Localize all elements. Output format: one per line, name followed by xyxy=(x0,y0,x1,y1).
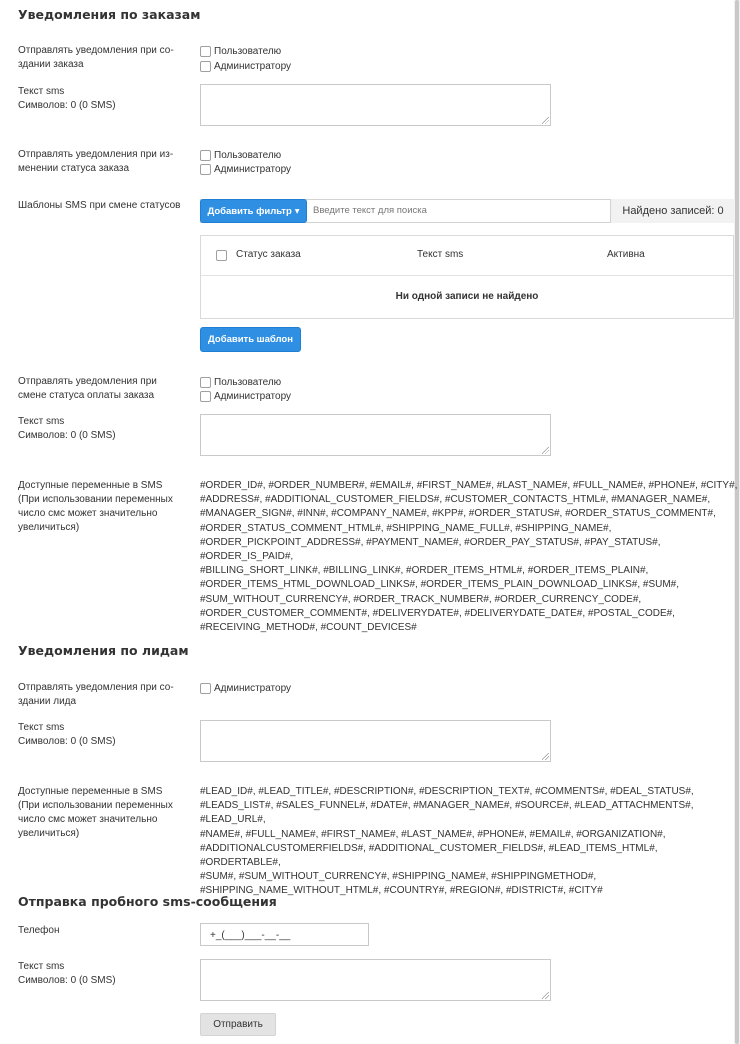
payment-status-label: Отправлять уведомления при смене статуса оплаты заказа xyxy=(18,376,157,401)
checkbox[interactable] xyxy=(200,46,211,57)
checkbox[interactable] xyxy=(200,150,211,161)
filter-bar xyxy=(200,199,734,223)
table-header xyxy=(201,236,733,276)
add-filter-button[interactable]: Добавить фильтр ▾ xyxy=(200,199,307,223)
order-create-user-option[interactable]: Пользователю xyxy=(200,44,281,58)
phone-input[interactable]: +_(___)___-__-__ xyxy=(200,923,369,946)
char-counter: Символов: 0 (0 SMS) xyxy=(18,430,116,441)
order-vars-list: #ORDER_ID#, #ORDER_NUMBER#, #EMAIL#, #FIRST_NAME#, #LAST_NAME#, #FULL_NAME#, #PHONE#, #CITY#, #ADDRESS#, #ADDITIONAL_CUSTOMER_FIELDS#, #CUSTOMER_CONTACTS_HTML#, #MANAGER_NAME#, #MANAGER_SIGN#, #INN#, #COMPANY_NAME#, #KPP#, #ORDER_STATUS#, #ORDER_STATUS_COMMENT#, #ORDER_STATUS_COMMENT_HTML#, #SHIPPING_NAME_FULL#, #SHIPPING_NAME#, #ORDER_PICKPOINT_ADDRESS#, #PAYMENT_NAME#, #ORDER_PAY_STATUS#, #PAY_STATUS#, #ORDER_IS_PAID#, #BILLING_SHORT_LINK#, #BILLING_LINK#, #ORDER_ITEMS_HTML#, #ORDER_ITEMS_PLAIN#, #ORDER_ITEMS_HTML_DOWNLOAD_LINKS#, #ORDER_ITEMS_PLAIN_DOWNLOAD_LINKS#, #SUM#, #SUM_WITHOUT_CURRENCY#, #ORDER_TRACK_NUMBER#, #ORDER_CURRENCY_CODE#, #ORDER_CUSTOMER_COMMENT#, #DELIVERYDATE#, #DELIVERYDATE_DATE#, #POSTAL_CODE#, #RECEIVING_METHOD#, #COUNT_DEVICES# xyxy=(200,480,738,634)
add-template-button[interactable]: Добавить шаблон xyxy=(200,327,301,352)
lead-create-label: Отправлять уведомления при со- здании лида xyxy=(18,682,174,707)
order-status-change-label: Отправлять уведомления при из- менении статуса заказа xyxy=(18,149,174,174)
checkbox[interactable] xyxy=(200,391,211,402)
test-sms-section-title: Отправка пробного sms-сообщения xyxy=(18,894,277,909)
empty-table-message: Ни одной записи не найдено xyxy=(395,291,539,302)
order-create-sms-textarea[interactable] xyxy=(200,84,551,126)
col-order-status[interactable]: Статус заказа xyxy=(236,249,301,260)
char-counter: Символов: 0 (0 SMS) xyxy=(18,100,116,111)
payment-sms-textarea[interactable] xyxy=(200,414,551,456)
order-status-admin-option[interactable]: Администратору xyxy=(200,162,291,176)
orders-section-title: Уведомления по заказам xyxy=(18,7,201,22)
char-counter: Символов: 0 (0 SMS) xyxy=(18,975,116,986)
col-active[interactable]: Активна xyxy=(607,249,645,260)
records-found-counter: Найдено записей: 0 xyxy=(610,199,735,223)
lead-create-admin-option[interactable]: Администратору xyxy=(200,681,291,695)
lead-vars-label: Доступные переменные в SMS (При использовании переменных число смс может значительно увеличиться) xyxy=(18,786,173,839)
lead-vars-list: #LEAD_ID#, #LEAD_TITLE#, #DESCRIPTION#, #DESCRIPTION_TEXT#, #COMMENTS#, #DEAL_STATUS#, #LEADS_LIST#, #SALES_FUNNEL#, #DATE#, #MANAGER_NAME#, #SOURCE#, #LEAD_ATTACHMENTS#, #LEAD_URL#, #NAME#, #FULL_NAME#, #FIRST_NAME#, #LAST_NAME#, #PHONE#, #EMAIL#, #ORGANIZATION#, #ADDITIONALCUSTOMERFIELDS#, #ADDITIONAL_CUSTOMER_FIELDS#, #LEAD_ITEMS_HTML#, #ORDERTABLE#, #SUM#, #SUM_WITHOUT_CURRENCY#, #SHIPPING_NAME#, #SHIPPINGMETHOD#, #SHIPPING_NAME_WITHOUT_HTML#, #COUNTRY#, #REGION#, #DISTRICT#, #CITY# xyxy=(200,786,694,897)
caret-down-icon: ▾ xyxy=(294,205,300,217)
resize-grip-icon[interactable] xyxy=(542,117,549,124)
col-sms-text[interactable]: Текст sms xyxy=(417,249,464,260)
order-create-admin-option[interactable]: Администратору xyxy=(200,59,291,73)
order-status-user-option[interactable]: Пользователю xyxy=(200,148,281,162)
lead-sms-text-label: Текст sms Символов: 0 (0 SMS) xyxy=(18,721,198,749)
checkbox[interactable] xyxy=(200,683,211,694)
resize-grip-icon[interactable] xyxy=(542,753,549,760)
select-all-checkbox[interactable] xyxy=(216,250,227,261)
payment-user-option[interactable]: Пользователю xyxy=(200,375,281,389)
payment-admin-option[interactable]: Администратору xyxy=(200,389,291,403)
checkbox[interactable] xyxy=(200,164,211,175)
lead-sms-textarea[interactable] xyxy=(200,720,551,762)
order-create-label: Отправлять уведомления при со- здании заказа xyxy=(18,45,174,70)
status-templates-label: Шаблоны SMS при смене статусов xyxy=(18,200,181,211)
order-sms-text-label: Текст sms Символов: 0 (0 SMS) xyxy=(18,85,198,113)
payment-sms-text-label: Текст sms Символов: 0 (0 SMS) xyxy=(18,415,198,443)
resize-grip-icon[interactable] xyxy=(542,447,549,454)
search-input[interactable]: Введите текст для поиска xyxy=(313,205,427,216)
checkbox[interactable] xyxy=(200,61,211,72)
test-sms-text-label: Текст sms Символов: 0 (0 SMS) xyxy=(18,960,198,988)
test-sms-textarea[interactable] xyxy=(200,959,551,1001)
resize-grip-icon[interactable] xyxy=(542,992,549,999)
phone-label: Телефон xyxy=(18,925,60,936)
templates-table xyxy=(200,235,734,319)
char-counter: Символов: 0 (0 SMS) xyxy=(18,736,116,747)
leads-section-title: Уведомления по лидам xyxy=(18,643,189,658)
order-vars-label: Доступные переменные в SMS (При использовании переменных число смс может значительно увеличиться) xyxy=(18,480,173,533)
send-test-sms-button[interactable]: Отправить xyxy=(200,1013,276,1036)
checkbox[interactable] xyxy=(200,377,211,388)
